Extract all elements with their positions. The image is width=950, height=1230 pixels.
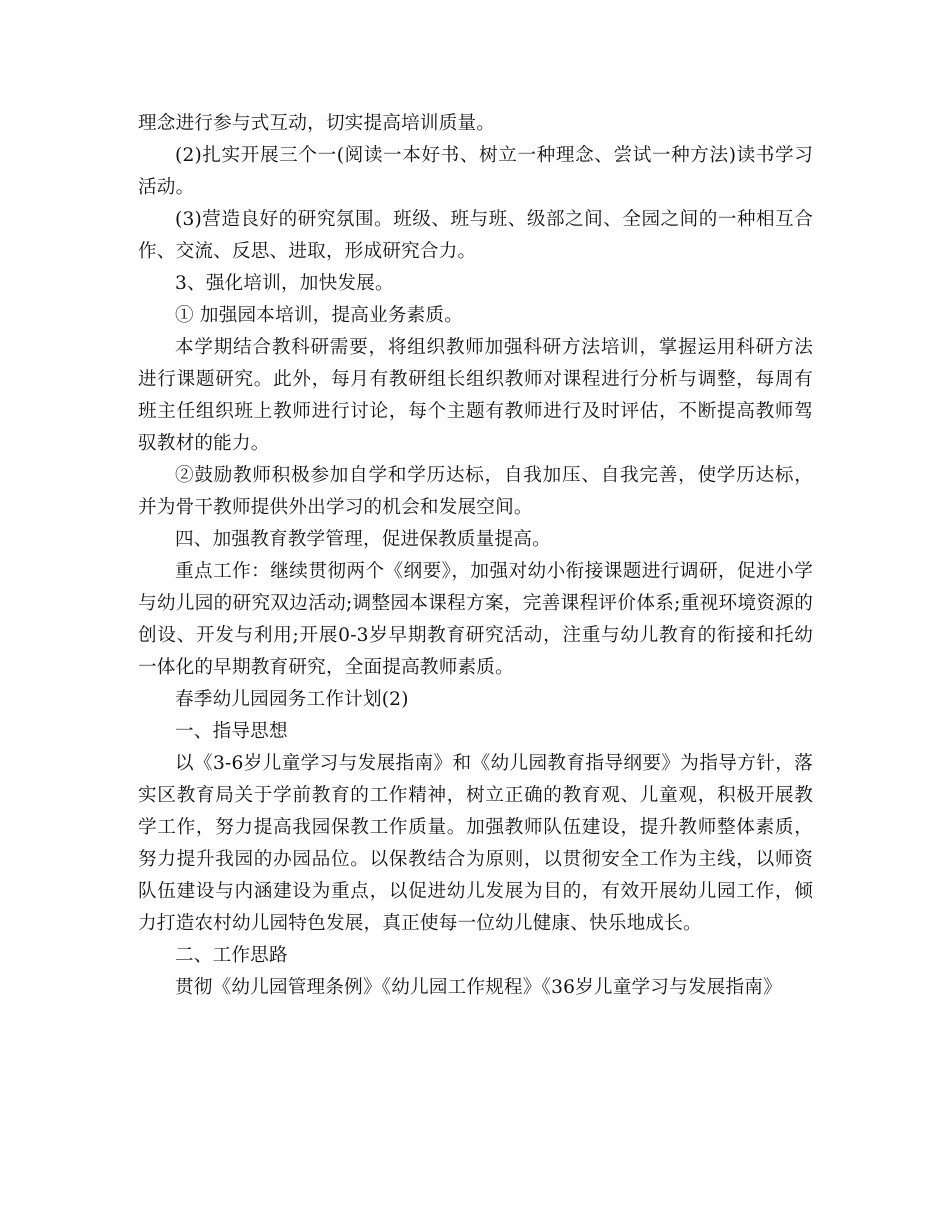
heading-strengthen-training: 3、强化培训，加快发展。 (175, 273, 394, 294)
subheading-school-training: ① 加强园本培训，提高业务素质。 (175, 305, 464, 326)
heading-teaching-management: 四、加强教育教学管理，促进保教质量提高。 (175, 529, 551, 550)
paragraph-item-2: (2)扎实开展三个一(阅读一本好书、树立一种理念、尝试一种方法)读书学习活动。 (138, 145, 813, 198)
paragraph-key-work: 重点工作：继续贯彻两个《纲要》，加强对幼小衔接课题进行调研，促进小学与幼儿园的研究双边活动;调整园本课程方案，完善课程评价体系;重视环境资源的创设、开发与利用;开展0-3岁早期教育研究活动，注重与幼儿教育的衔接和托幼一体化的早期教育研究，全面提高教师素质。 (138, 561, 813, 678)
paragraph-item-3: (3)营造良好的研究氛围。班级、班与班、级部之间、全园之间的一种相互合作、交流、反思、进取，形成研究合力。 (138, 209, 813, 262)
paragraph-research-training: 本学期结合教科研需要，将组织教师加强科研方法培训，掌握运用科研方法进行课题研究。此外，每月有教研组长组织教师对课程进行分析与调整，每周有班主任组织班上教师进行讨论，每个主题有教师进行及时评估，不断提高教师驾驭教材的能力。 (138, 337, 813, 454)
paragraph-work-approach: 贯彻《幼儿园管理条例》《幼儿园工作规程》《36岁儿童学习与发展指南》 (175, 977, 782, 998)
heading-guiding-ideology: 一、指导思想 (175, 721, 288, 742)
document-page (138, 108, 813, 1004)
plan-title: 春季幼儿园园务工作计划(2) (175, 689, 409, 710)
paragraph-encourage-teachers: ②鼓励教师积极参加自学和学历达标，自我加压、自我完善，使学历达标，并为骨干教师提供外出学习的机会和发展空间。 (138, 465, 813, 518)
heading-work-approach: 二、工作思路 (175, 945, 288, 966)
paragraph-continuation: 理念进行参与式互动，切实提高培训质量。 (138, 113, 496, 134)
paragraph-guiding-ideology: 以《3-6岁儿童学习与发展指南》和《幼儿园教育指导纲要》为指导方针，落实区教育局关于学前教育的工作精神，树立正确的教育观、儿童观，积极开展教学工作，努力提高我园保教工作质量。加强教师队伍建设，提升教师整体素质，努力提升我园的办园品位。以保教结合为原则，以贯彻安全工作为主线，以师资队伍建设与内涵建设为重点，以促进幼儿发展为目的，有效开展幼儿园工作，倾力打造农村幼儿园特色发展，真正使每一位幼儿健康、快乐地成长。 (138, 753, 813, 934)
